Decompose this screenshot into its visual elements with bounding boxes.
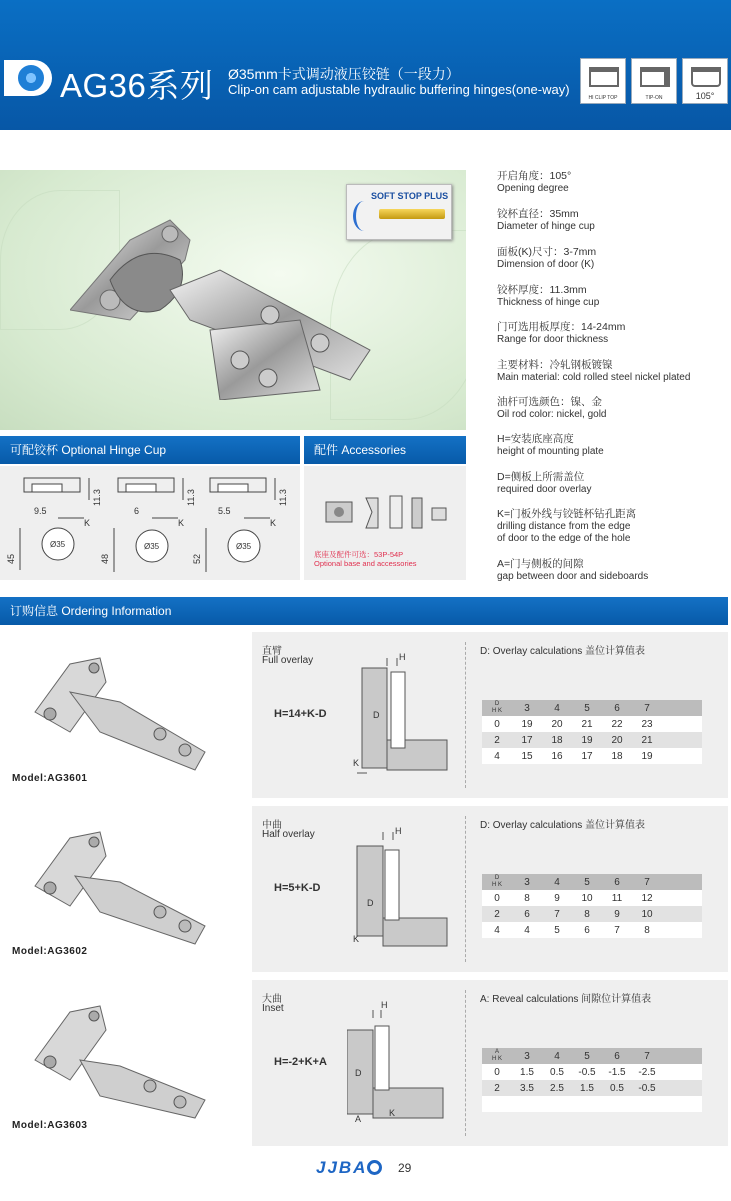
header-banner [0, 0, 731, 130]
hinge-cup-panel [0, 466, 300, 580]
hinge-type-cn: 中曲 [262, 820, 282, 831]
model-label: Model:AG3603 [12, 1120, 88, 1131]
spec-item: H=安装底座高度 height of mounting plate [497, 433, 604, 457]
spec-item: A=门与侧板的间隙 gap between door and sideboards [497, 558, 649, 582]
section-ordering: 订购信息 Ordering Information [0, 597, 728, 625]
installation-diagram: H D K [347, 648, 457, 776]
calc-table: A H K 3 4 5 6 7 0 1.5 0.5 -0.5 -1.5 -2.5 2 3.5 2.5 1.5 0.5 -0.5 [482, 1048, 702, 1112]
spec-item: K=门板外线与铰链杯钻孔距离 drilling distance from the edge of door to the edge of the hole [497, 508, 637, 544]
calc-title: D: Overlay calculations 盖位计算值表 [480, 820, 646, 831]
product-image-ag3602 [30, 826, 210, 946]
hinge-cup-diagram: 6 11.3 48 Ø35 K [108, 474, 198, 574]
hinge-type-en: Full overlay [262, 655, 314, 666]
spec-item: 门可选用板厚度：14-24mm Range for door thickness [497, 321, 626, 345]
hinge-type-en: Inset [262, 1003, 284, 1014]
spec-item: 主要材料：冷轧钢板镀镍 Main material: cold rolled steel nickel plated [497, 359, 691, 383]
overlay-panel [252, 806, 728, 972]
spec-item: 油杆可选颜色：镍、金 Oil rod color: nickel, gold [497, 396, 607, 420]
overlay-panel [252, 980, 728, 1146]
spec-item: 铰杯厚度：11.3mm Thickness of hinge cup [497, 284, 600, 308]
hinge-cup-diagram: 5.5 11.3 52 Ø35 K [200, 474, 290, 574]
type-tip-on: TIP-ON [631, 58, 677, 104]
product-image-ag3601 [30, 652, 210, 772]
hinge-type-cn: 大曲 [262, 994, 282, 1005]
brand-emblem-icon [4, 60, 52, 96]
title-english: Clip-on cam adjustable hydraulic buffering hinges(one-way) [228, 82, 570, 97]
overlay-panel [252, 632, 728, 798]
accessories-image [322, 492, 452, 532]
model-label: Model:AG3602 [12, 946, 88, 957]
hinge-type-icon [640, 67, 670, 87]
title-chinese: Ø35mm卡式调动液压铰链（一段力） [228, 66, 460, 82]
hinge-image [70, 200, 390, 400]
brand-o-icon [367, 1160, 382, 1175]
section-hinge-cup: 可配铰杯 Optional Hinge Cup [0, 436, 300, 464]
series-title: AG36系列 [60, 67, 214, 104]
spec-item: 开启角度：105° Opening degree [497, 170, 572, 194]
installation-diagram: H D K [347, 822, 457, 950]
oil-rod-icon [379, 209, 445, 219]
type-hi-clip-top: HI CLIP TOP [580, 58, 626, 104]
formula: H=-2+K+A [274, 1056, 327, 1068]
hinge-type-cn: 直臂 [262, 646, 282, 657]
section-accessories: 配件 Accessories [304, 436, 466, 464]
hinge-type-en: Half overlay [262, 829, 315, 840]
hinge-type-icon [589, 67, 619, 87]
formula: H=5+K-D [274, 882, 321, 894]
accessory-note: 底座及配件可选：53P-54P Optional base and accessories [314, 550, 417, 568]
calc-title: D: Overlay calculations 盖位计算值表 [480, 646, 646, 657]
model-label: Model:AG3601 [12, 773, 88, 784]
accessories-panel [304, 466, 466, 580]
product-image-ag3603 [30, 1000, 210, 1120]
type-opening-angle: 105° [682, 58, 728, 104]
calc-title: A: Reveal calculations 间隙位计算值表 [480, 994, 652, 1005]
sound-wave-icon [353, 201, 375, 231]
brand-logo: JJBA [316, 1158, 382, 1178]
spec-item: 面板(K)尺寸：3-7mm Dimension of door (K) [497, 246, 597, 270]
calc-table: D H K 3 4 5 6 7 0 8 9 10 11 12 2 6 7 8 9 10 4 4 5 6 7 8 [482, 874, 702, 938]
spec-item: D=侧板上所需盖位 required door overlay [497, 471, 592, 495]
installation-diagram: H D A K [347, 996, 457, 1124]
soft-stop-badge: SOFT STOP PLUS [346, 184, 452, 240]
hinge-cup-diagram: 9.5 11.3 45 Ø35 K [14, 474, 104, 574]
spec-item: 铰杯直径：35mm Diameter of hinge cup [497, 208, 595, 232]
calc-table: D H K 3 4 5 6 7 0 19 20 21 22 23 2 17 18 19 20 21 4 15 16 17 18 19 [482, 700, 702, 764]
formula: H=14+K-D [274, 708, 327, 720]
page-number: 29 [398, 1161, 412, 1175]
opening-angle-icon [691, 67, 721, 87]
